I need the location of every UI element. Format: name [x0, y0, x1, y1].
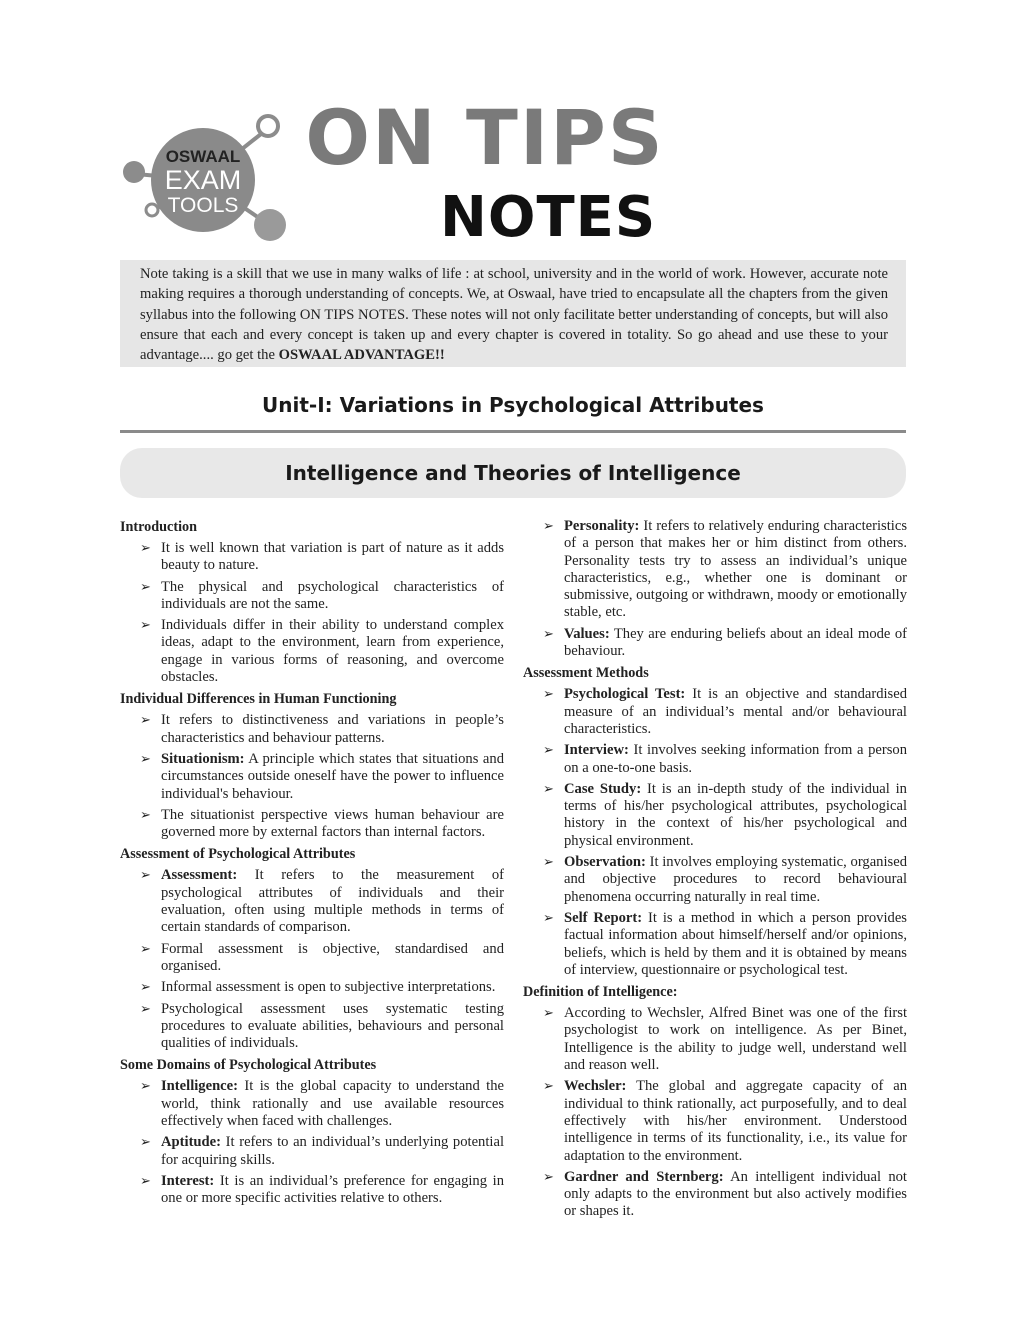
item-text: An intelligent individual not only adapts to the environment but also actively modifies or shapes it. [564, 1168, 907, 1220]
item-text: The physical and psychological characteristics of individuals are not the same. [161, 578, 504, 612]
list-item [120, 1173, 504, 1208]
list-item [120, 579, 504, 614]
item-term: Personality: [564, 518, 640, 534]
item-text: The global and aggregate capacity of an individual to think rationally, act purposefully, and to deal effectively with his/her environment. Understood intelligence in terms of its functionality, i.e., its value for adaptation to the environment. [564, 1078, 907, 1164]
list-item [523, 686, 907, 738]
intro-box [120, 260, 906, 367]
list-item [523, 910, 907, 979]
item-term: Observation: [564, 854, 646, 871]
item-text: According to Wechsler, Alfred Binet was one of the first psychologist to work on intelligence. As per Binet, Intelligence is the ability to judge well, understand well and reason well. [564, 1005, 907, 1074]
section-heading: Introduction [120, 519, 197, 535]
list-item [523, 781, 907, 850]
list-item [523, 626, 907, 661]
item-term: Gardner and Sternberg: [564, 1168, 724, 1185]
divider [120, 430, 906, 433]
item-text: The situationist perspective views human behaviour are governed more by external factors than internal factors. [161, 806, 504, 841]
list-item [523, 742, 907, 777]
item-text: It refers to an individual’s underlying potential for acquiring skills. [161, 1134, 504, 1168]
section-heading: Definition of Intelligence: [523, 984, 678, 1001]
item-text: Informal assessment is open to subjective interpretations. [161, 979, 496, 996]
item-text: It involves seeking information from a person on a one-to-one basis. [564, 742, 907, 776]
bullet-list [120, 540, 504, 686]
bullet-list [523, 686, 907, 979]
list-item [120, 1134, 504, 1169]
right-column [523, 518, 907, 1225]
item-text: It is well known that variation is part of nature as it adds beauty to nature. [161, 540, 504, 574]
item-text: It is an objective and standardised measure of an individual’s mental and/or behavioural characteristics. [564, 686, 908, 737]
item-term: Case Study: [564, 780, 642, 797]
item-term: Wechsler: [564, 1078, 627, 1095]
item-term: Situationism: [161, 750, 245, 767]
list-item [120, 979, 504, 996]
list-item [120, 1078, 504, 1130]
list-item [120, 712, 504, 747]
list-item [120, 941, 504, 976]
list-item [120, 617, 504, 686]
item-text: It is a method in which a person provides factual information about himself/herself and/or opinions, beliefs, which is held by them and it is obtained by means of interview, questionnaire or psychological test. [564, 909, 907, 978]
section-heading: Assessment of Psychological Attributes [120, 846, 356, 863]
section-heading: Some Domains of Psychological Attributes [120, 1057, 377, 1074]
list-item [523, 854, 907, 906]
item-text: A principle which states that situations and circumstances outside oneself have the power to influence individual's behaviour. [161, 750, 504, 802]
chapter-title [120, 448, 906, 498]
list-item [120, 867, 504, 936]
list-item [120, 751, 504, 803]
section-heading: Individual Differences in Human Functioning [120, 691, 397, 708]
item-term: Interview: [564, 742, 629, 759]
item-term: Interest: [161, 1172, 215, 1189]
item-term: Intelligence: [161, 1078, 239, 1095]
intro-text: Note taking is a skill that we use in many walks of life : at school, university and in the world of work. However, accurate note making requires a thorough understanding of concepts. We, at Oswaal, have tried to encapsulate all the chapters from the given syllabus into the following ON TIPS NOTES. These notes will not only facilitate better understanding of concepts, but will also ensure that each and every concept is taken up and every chapter is covered in totality. So go ahead and use these to your advantage.... go get the [140, 266, 888, 364]
list-item [523, 1005, 907, 1074]
item-text: It involves employing systematic, organised and objective procedures to record behavioural phenomena occurring naturally in real time. [564, 854, 907, 905]
bullet-list [120, 867, 504, 1052]
item-text: It refers to distinctiveness and variations in people’s characteristics and behaviour patterns. [161, 712, 504, 746]
logo-text-line2: EXAM [164, 165, 242, 195]
item-text: Psychological assessment uses systematic testing procedures to evaluate abilities, behaviours and personal qualities of individuals. [161, 1000, 504, 1052]
logo-text-line3: TOOLS [167, 194, 239, 217]
item-text: It is the global capacity to understand the world, think rationally and use available resources effectively when faced with challenges. [161, 1078, 504, 1130]
bullet-list [120, 1078, 504, 1207]
left-column [120, 518, 504, 1212]
item-text: They are enduring beliefs about an ideal mode of behaviour. [564, 625, 907, 660]
chapter-title-text: Intelligence and Theories of Intelligence [285, 461, 741, 485]
item-text: It is an individual’s preference for engaging in one or more specific activities relative to others. [161, 1172, 504, 1207]
item-term: Aptitude: [161, 1134, 221, 1151]
item-text: Formal assessment is objective, standardised and organised. [161, 940, 504, 974]
item-term: Assessment: [161, 867, 238, 884]
oswaal-exam-tools-logo [118, 112, 288, 252]
item-text: It refers to relatively enduring characteristics of a person that makes her or him distinct from others. Personality tests try to assess an individual’s unique characteristics, e.g., whether one is dominant or submissive, outgoing or withdrawn, moody or emotionally stable, etc. [564, 518, 907, 621]
title-notes: NOTES [440, 185, 657, 250]
list-item [523, 1078, 907, 1164]
item-text: It refers to the measurement of psychological attributes of individuals and their evaluation, often using multiple methods in terms of certain standards of comparison. [161, 867, 504, 936]
list-item [120, 540, 504, 575]
title-on-tips: ON TIPS [305, 93, 665, 182]
intro-emphasis: OSWAAL ADVANTAGE!! [278, 347, 445, 364]
item-text: It is an in-depth study of the individual in terms of his/her psychological attributes, psychological history in the context of his/her psychological and physical environment. [564, 780, 907, 849]
bullet-list [120, 712, 504, 841]
logo-text-line1: OSWAAL [165, 147, 241, 166]
item-term: Self Report: [564, 909, 643, 926]
list-item [120, 1001, 504, 1053]
list-item [120, 807, 504, 842]
item-text: Individuals differ in their ability to understand complex ideas, adapt to the environment, learn from experience, engage in various forms of reasoning, and overcome obstacles. [161, 617, 504, 686]
list-item [523, 518, 907, 622]
item-term: Psychological Test: [564, 686, 686, 703]
unit-title: Unit-I: Variations in Psychological Attributes [262, 393, 764, 417]
bullet-list [523, 1005, 907, 1221]
section-heading: Assessment Methods [523, 665, 649, 682]
bullet-list [523, 518, 907, 660]
list-item [523, 1169, 907, 1221]
item-term: Values: [564, 625, 610, 642]
